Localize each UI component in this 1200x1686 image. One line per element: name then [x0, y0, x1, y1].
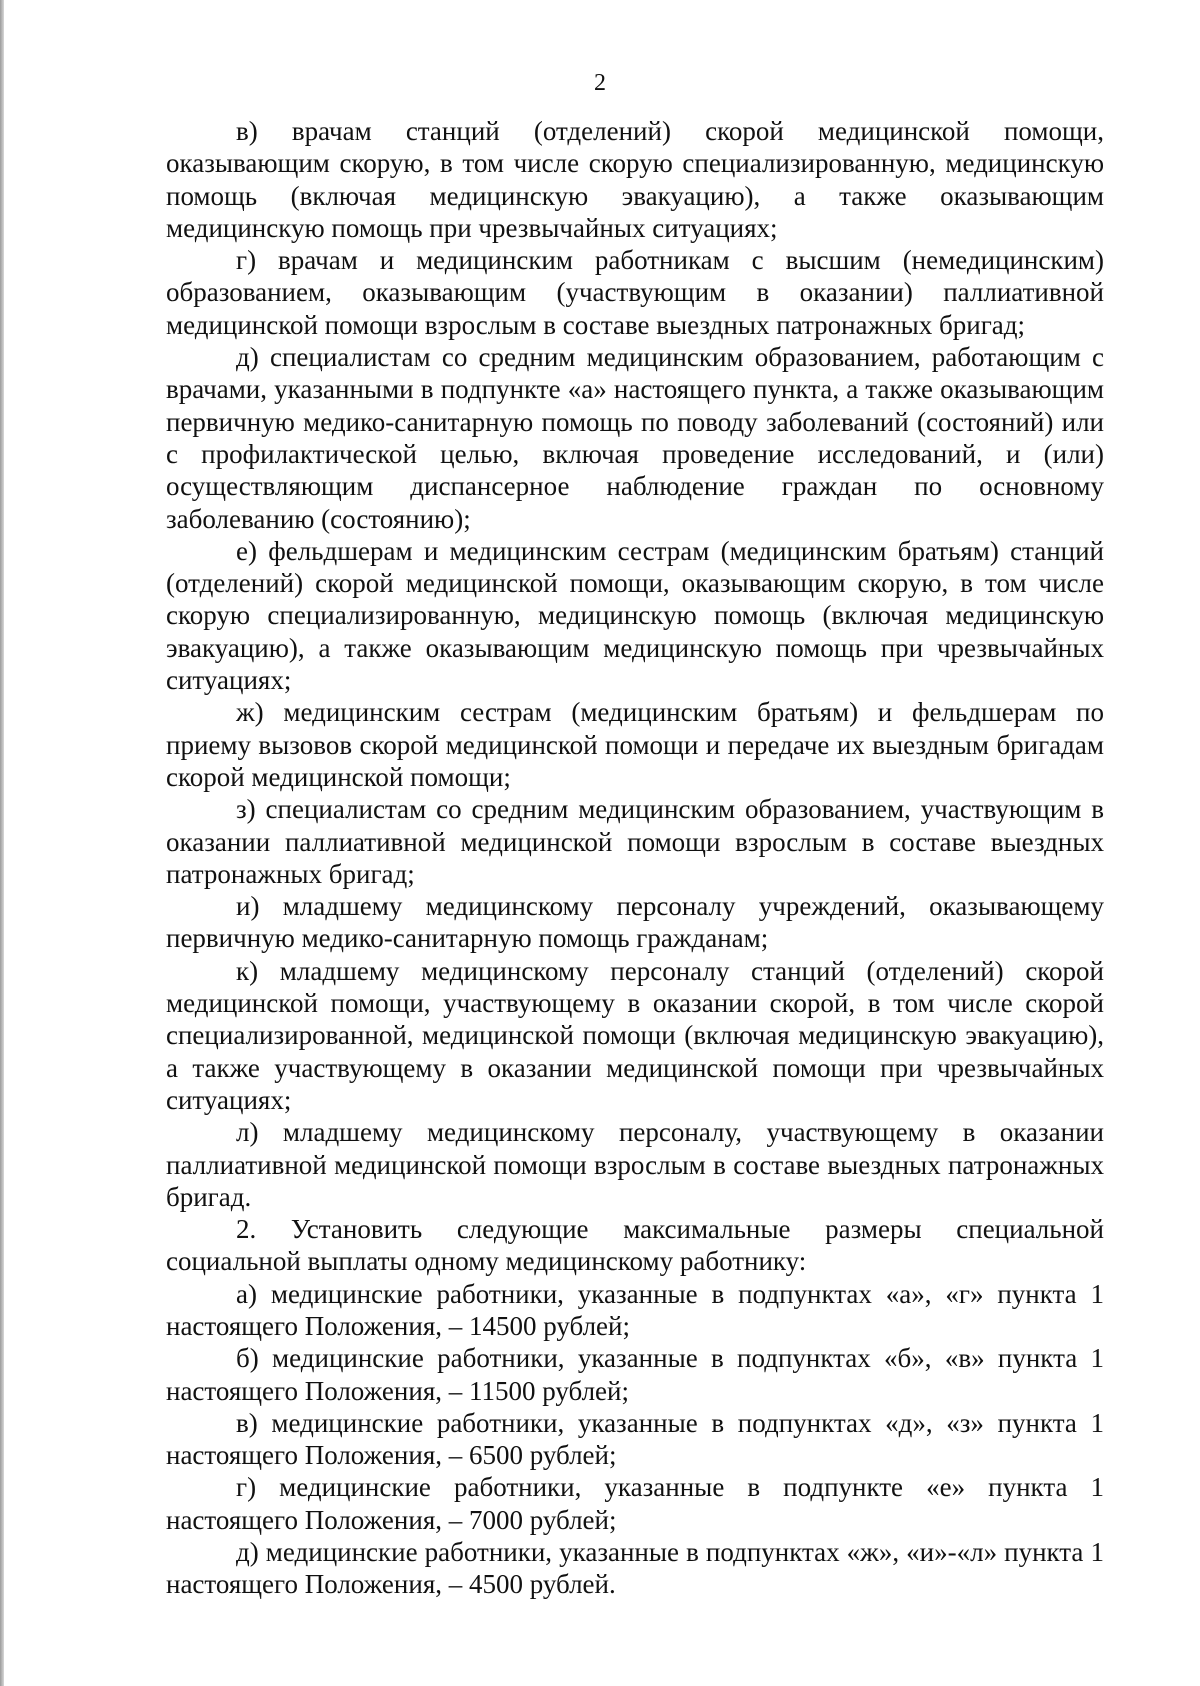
scan-edge [0, 0, 4, 1686]
paragraph-l-junior-staff-palliative: л) младшему медицинскому персоналу, участвующему в оказании паллиативной медицинской помощи взрослым в составе выездных патронажных бригад. [166, 1117, 1104, 1212]
paragraph-payment-a: а) медицинские работники, указанные в подпунктах «а», «г» пункта 1 настоящего Положения, – 14500 рублей; [166, 1278, 1104, 1341]
paragraph-payment-d: д) медицинские работники, указанные в подпунктах «ж», «и»-«л» пункта 1 настоящего Положения, – 4500 рублей. [166, 1537, 1104, 1600]
paragraph-v-ambulance-doctors: в) врачам станций (отделений) скорой медицинской помощи, оказывающим скорую, в том числе скорую специализированную, медицинскую помощь (включая медицинскую эвакуацию), а также оказывающим медицинскую помощь при чрезвычайных ситуациях; [166, 116, 1104, 243]
paragraph-k-junior-staff-ambulance: к) младшему медицинскому персоналу станций (отделений) скорой медицинской помощи, участвующему в оказании скорой, в том числе скорой специализированной, медицинской помощи (включая медицинскую эвакуацию), а также участвующему в оказании медицинской помощи при чрезвычайных ситуациях; [166, 955, 1104, 1115]
paragraph-z-palliative-mid-level: з) специалистам со средним медицинским образованием, участвующим в оказании паллиативной медицинской помощи взрослым в составе выездных патронажных бригад; [166, 794, 1104, 889]
paragraph-i-junior-staff-primary: и) младшему медицинскому персоналу учреждений, оказывающему первичную медико-санитарную помощь гражданам; [166, 891, 1104, 954]
paragraph-payment-v: в) медицинские работники, указанные в подпунктах «д», «з» пункта 1 настоящего Положения, – 6500 рублей; [166, 1407, 1104, 1471]
page-number: 2 [594, 70, 606, 96]
paragraph-e-paramedics-nurses: е) фельдшерам и медицинским сестрам (медицинским братьям) станций (отделений) скорой медицинской помощи, оказывающим скорую, в том числе скорую специализированную, медицинскую помощь (включая медицинскую эвакуацию), а также оказывающим медицинскую помощь при чрезвычайных ситуациях; [166, 535, 1104, 696]
paragraph-2-max-payments: 2. Установить следующие максимальные размеры специальной социальной выплаты одному медицинскому работнику: [166, 1214, 1104, 1277]
paragraph-payment-g: г) медицинские работники, указанные в подпункте «е» пункта 1 настоящего Положения, – 7000 рублей; [166, 1472, 1104, 1535]
paragraph-zh-call-reception: ж) медицинским сестрам (медицинским братьям) и фельдшерам по приему вызовов скорой медицинской помощи и передаче их выездным бригадам скорой медицинской помощи; [166, 697, 1104, 792]
paragraph-g-palliative-doctors: г) врачам и медицинским работникам с высшим (немедицинским) образованием, оказывающим (участвующим в оказании) паллиативной медицинской помощи взрослым в составе выездных патронажных бригад; [166, 245, 1104, 340]
paragraph-d-mid-level-specialists: д) специалистам со средним медицинским образованием, работающим с врачами, указанными в подпункте «а» настоящего пункта, а также оказывающим первичную медико-санитарную помощь по поводу заболеваний (состояний) или с профилактической целью, включая проведение исследований, и (или) осуществляющим диспансерное наблюдение граждан по основному заболеванию (состоянию); [166, 342, 1104, 534]
paragraph-payment-b: б) медицинские работники, указанные в подпунктах «б», «в» пункта 1 настоящего Положения, – 11500 рублей; [166, 1343, 1104, 1406]
document-body [166, 115, 1104, 1601]
